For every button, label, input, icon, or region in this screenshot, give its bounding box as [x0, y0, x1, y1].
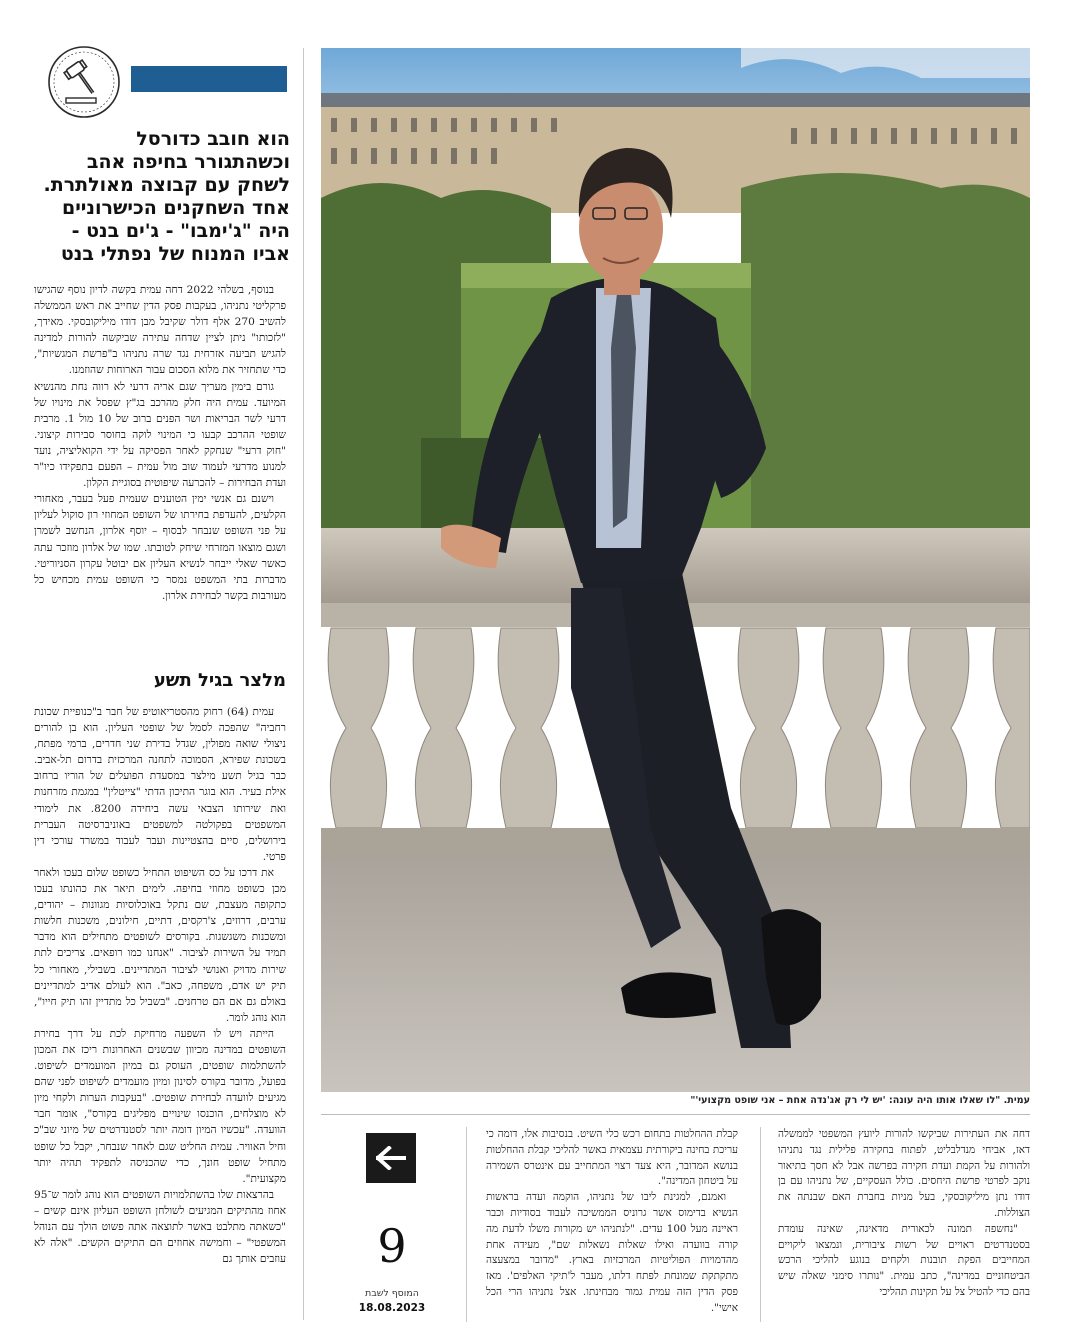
headline-line: אביו המנוח של נפתלי בנט: [60, 243, 290, 265]
body-column-bottom-middle: [486, 1127, 738, 1322]
column-divider: [760, 1127, 761, 1322]
body-column-left-bottom: [34, 704, 286, 1320]
headline-line: היה "ג'ימבו" - ג'ים בנט -: [71, 220, 290, 242]
column-divider: [466, 1127, 467, 1322]
headline-line: אחד השחקנים הכישרוניים: [61, 197, 290, 219]
headline-line: הוא חובב כדורסל: [136, 128, 290, 150]
body-paragraph: ואמנם, למגינת ליבו של נתניהו, הוקמה ועדה בראשות הנשיא בדימוס אשר גרוניס הממשיכה לעבוד בסודיות וכבר ראיינה מעל 100 עדים. "לנתניהו יש מקורות משלו לדעת מה קורה בוועדה ואילו שאלות נשאלות שם", מעידה אחת מהדמויות הפוליטיות המרכזיות בארץ. "מדובר במצעצה מתקתקת שמונחת לפתח דלתו, מעבר ל'תיקי האלפים'. מאז פסק הדין הזה עמית גמור מבחינתו. אצל נתניהו הרי הכל אישי".: [486, 1191, 738, 1314]
body-paragraph: עמית (64) רחוק מהסטריאוטיפ של חבר ב"כנופיית שכונת רחביה" שהפכה לסמל של שופטי העליון. הוא בן להורים ניצולי שואה מפולין, שגדל בדירת שני חדרים, ברמי מפתח, בשכונת שפירא, הסמוכה לתחנה המרכזית בדרום תל-אביב. כבר בגיל תשע מילצר במסעדת הפועלים של הוריו ברחוב אילת בעיר. הוא בוגר התיכון הדתי "צייטלין" במגמת מזרחנות ואת שירותו הצבאי עשה ביחידה 8200. את לימודי המשפטים בפקולטה למשפטים באוניברסיטה העברית בירושלים, סיים בהצטיינות ועבר לעבוד במשרד עורכי דין פרטי.: [34, 706, 286, 863]
body-column-bottom-right: [778, 1127, 1030, 1322]
body-paragraph: "נחשפה תמונה לכאורית מדאיגה, שאינה עומדת בסטנדרטים ראויים של רשות ציבורית, ונמצאו ליקויים המחייבים הפקת תובנות ולקחים בנוגע להליכי הרכש הביטחוניים במדינה", כתב עמית. "נותרו סימני שאלה שיש בהם כדי להטיל צל על תקינות תהליכי: [778, 1222, 1030, 1298]
body-column-left-top: [34, 282, 286, 666]
supplement-name: המוסף לשבת: [365, 1288, 419, 1299]
photo-caption: עמית. "לו שאלו אותו היה עונה: 'יש לי רק אג'נדה אחת – אני שופט מקצועי'": [690, 1095, 1030, 1106]
issue-date: 18.08.2023: [358, 1302, 426, 1314]
body-paragraph: בהרצאות שלו בהשתלמויות השופטים הוא נוהג לומר ש־95 אחוז מהתיקים המגיעים לשולחן השופט העליון אינם קשים – "כשאתה מתלבט באשר לתוצאה אתה פשוט הולך עם הנוהל המשפטי" – וחמישה אחוזים הם התיקים הקשים. "אלה לא עוזבים אותך גם: [34, 1188, 286, 1266]
caption-divider: [321, 1114, 1030, 1115]
next-page-button[interactable]: [366, 1133, 416, 1183]
body-paragraph: דחה את העתירות שביקשו להורות ליועץ המשפטי לממשלה דאז, אביחי מנדלבליט, לפתוח בחקירה פלילית נגד נתניהו ולהורות על הקמת ועדת חקירה בפרשה אבל לא חסך בתיאור נוקב לפרטי פרשת היחסים. כולל העסקיים, של נתניהו עם בן דודו נתן מיליקובסקי, בעל מניות בחברת האם שבנתה את הצוללות.: [778, 1128, 1030, 1219]
headline-line: וכשהתגורר בחיפה אהב: [86, 151, 290, 173]
arrow-left-icon: [376, 1146, 406, 1170]
portrait-photo: [321, 48, 1030, 1092]
body-paragraph: הייתה ויש לו השפעה מרחיקת לכת על דרך בחירת השופטים במדינה מכיוון שבשנים האחרונות ריכז את המכון להשתלמות שופטים, העוסק גם במיון המועמדים לשיפוט. בפועל, מדובר בקורס לסינון ומיון מועמדים לשיפוט לפני שהם מגיעים לוועדה לבחירת שופטים. "בעקבות הערות ולקחי מיון לא מוצלחים, הוכנסו שינויים מפליגים בקורס", אומר חבר הוועדה. "עכשיו המיון דומה יותר לסטנדרטים של מיוני שב"כ וחיל האוויר. עמית החליט שגם לאחר שנבחר, יקבל כל שופט מתחיל שופט חונך, כדי שהכניסה לתפקיד תהיה יותר מקצועית".: [34, 1027, 286, 1185]
gavel-emblem-icon: [46, 44, 122, 120]
pull-quote-headline: [34, 128, 290, 266]
page-number: 9: [377, 1219, 407, 1273]
section-color-bar: [131, 66, 287, 92]
column-divider: [303, 48, 304, 1320]
body-paragraph: את דרכו על כס השיפוט התחיל כשופט שלום בעכו ולאחר מכן כשופט מחוזי בחיפה. לימים תיאר את כהונתו בעכו כתקופה מעצבת, שם נתקל באוכלוסיות מגוונות – יהודים, ערבים, דרוזים, צ'רקסים, דתיים, חילונים, משכנות חלשות ומשכנות משגשגות. בקורסים לשופטים מתחילים הוא מדבר תמיד על השירות לציבור. "אנחנו כמו רופאים. צריכים לתת שירות מדויק ואנושי לציבור המתדיינים. בשבילי, מאחורי כל תיק יש אדם, משפחה, כאב". הוא לעולם אדיב למתדיינים באולם גם אם הם טרחנים. "בשביל כל מתדיין זהו תיק חייו", הוא נוהג לומר.: [34, 866, 286, 1024]
headline-line: לשחק עם קבוצה מאולתרת.: [43, 174, 290, 196]
body-paragraph: בנוסף, בשלהי 2022 דחה עמית בקשה לדיון נוסף שהגישו פרקליטי נתניהו, בעקבות פסק הדין שחייב את ראש הממשלה להשיב 270 אלף דולר שקיבל מבן דודו מיליקובסקי. מאידך, "לזכותו" ניתן לציין שדחה עתירה שביקשה להורות למדינה להגיש תביעה אזרחית נגד שרה נתניהו ב"פרשת המגשיות", כדי שתחזיר את מלוא הסכום עבור הארוחות שהוזמנו.: [34, 284, 286, 377]
body-paragraph: קבלת ההחלטות בתחום רכש כלי השיט. בנסיבות אלו, דומה כי עריכת בחינה ביקורתית עצמאית באשר להליכי קבלת ההחלטות בנושא המדובר, היא צעד רצוי המתחייב עם אינטרס השמירה על ביטחון המדינה".: [486, 1128, 738, 1188]
body-paragraph: גורם בימין מעריך שגם אריה דרעי לא רווה נחת מהנשיא המיועד. עמית היה חלק מהרכב בג"ץ שפסל את מינויו של דרעי לשר הבריאות ושר הפנים ברוב של 10 מול 1. מרבית שופטי ההרכב קבעו כי המינוי לוקה בחוסר סבירות קיצוני. "חוק דרעי" שנחקק לאחר הפסיקה על ידי הקואליציה, נועד למנוע מדרעי לעמוד שוב מול עמית – הפעם בתפקידו כיו"ר ועדת הבחירות – להכרעה שיפוטית בסוגיית הקלון.: [34, 380, 286, 490]
section-subheading: מלצר בגיל תשע: [153, 670, 286, 691]
body-paragraph: וישנם גם אנשי ימין הטוענים שעמית פעל בעבר, מאחורי הקלעים, להעדפת בחירתו של השופט המחוזי רון סוקול לעליון על פני השופט שנבחר לבסוף – יוסף אלרון, הנחשב לשמרן ושגם מוצאו המזרחי שיחק לטובתו. שמו של אלרון מוזכר עתה כאשר שאלי ייבחר לנשיא העליון אם יבוטל עקרון הסניוריטי. מדברות בתי המשפט נמסר כי השופט עמית מכחיש כל מעורבות בקשר לבחירת אלרון.: [34, 493, 286, 602]
